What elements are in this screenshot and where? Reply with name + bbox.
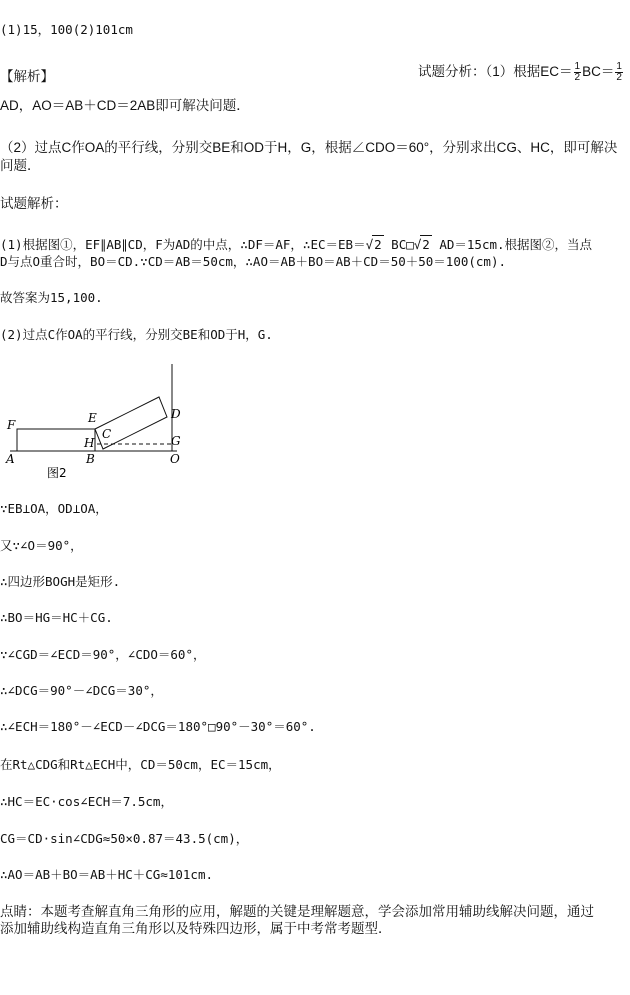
label-d: D (171, 407, 181, 421)
step-line: ∴∠ECH＝180°－∠ECD－∠DCG＝180°□90°－30°＝60°. (0, 719, 316, 734)
label-a: A (6, 452, 15, 466)
label-b: B (86, 452, 95, 466)
label-h: H (84, 436, 95, 450)
solution-header: 试题解析： (0, 196, 68, 211)
step-line: 在Rt△CDG和Rt△ECH中，CD＝50cm，EC＝15cm， (0, 757, 281, 772)
label-g: G (171, 434, 181, 448)
comment-line2: 添加辅助线构造直角三角形以及特殊四边形，属于中考常考题型． (0, 921, 392, 936)
step-line: ∴AO＝AB＋BO＝AB＋HC＋CG≈101cm. (0, 867, 214, 882)
label-o: O (170, 452, 180, 466)
fraction-denominator: 2 (616, 72, 622, 83)
step-line: 又∵∠O＝90°， (0, 538, 83, 553)
fraction-numerator: 1 (574, 61, 581, 72)
comment-line1: 点睛：本题考查解直角三角形的应用，解题的关键是理解题意，学会添加常用辅助线解决问题，通过 (0, 904, 594, 919)
solution-part2-intro: (2)过点C作OA的平行线，分别交BE和OD于H，G. (0, 327, 273, 342)
sqrt-2-second: 2 (422, 237, 430, 252)
solution-part1-text-a: (1)根据图①，EF∥AB∥CD，F为AD的中点，∴DF＝AF，∴EC＝EB＝ (0, 237, 366, 252)
fraction-denominator: 2 (574, 72, 581, 83)
analysis-part2-line1: （2）过点C作OA的平行线，分别交BE和OD于H，G，根据∠CDO＝60°，分别求出CG、HC，即可解决 (0, 140, 618, 155)
analysis-part2-line2: 问题． (0, 158, 41, 173)
step-line: ∴BO＝HG＝HC＋CG. (0, 610, 113, 625)
fraction-half-1 (574, 62, 582, 83)
answer-line: (1)15，100(2)101cm (0, 22, 133, 37)
step-line: ∵∠CGD＝∠ECD＝90°，∠CDO＝60°， (0, 647, 206, 662)
solution-part1-line1: (1)根据图①，EF∥AB∥CD，F为AD的中点，∴DF＝AF，∴EC＝EB＝√2 BC□√2 AD＝15cm.根据图②，当点 (0, 237, 593, 252)
analysis-summary-mid: BC＝ (582, 64, 615, 80)
step-line: ∵EB⊥OA，OD⊥OA， (0, 501, 108, 516)
solution-part1-text-b: AD＝15cm.根据图②，当点 (439, 237, 593, 252)
solution-part1-line2: D与点O重合时，BO＝CD.∵CD＝AB＝50cm，∴AO＝AB＋BO＝AB＋CD＝50＋50＝100(cm). (0, 254, 507, 269)
analysis-summary-prefix: 试题分析：（1）根据EC＝ (418, 64, 573, 80)
step-line: ∴四边形BOGH是矩形. (0, 574, 121, 589)
step-line: ∴HC＝EC·cos∠ECH＝7.5cm， (0, 794, 173, 809)
solution-part1-answer: 故答案为15,100. (0, 290, 103, 305)
figure-caption: 图2 (47, 466, 67, 480)
step-line: CG＝CD·sin∠CDG≈50×0.87＝43.5(cm)， (0, 831, 249, 846)
analysis-line2: AD，AO＝AB＋CD＝2AB即可解决问题． (0, 98, 250, 113)
label-f: F (7, 418, 16, 432)
step-line: ∴∠DCG＝90°－∠DCG＝30°， (0, 683, 163, 698)
rectangle-tilted (95, 397, 167, 449)
label-c: C (102, 427, 112, 441)
solution-part1-text-mid: BC□ (391, 237, 414, 252)
sqrt-2-first: 2 (374, 237, 382, 252)
geometry-figure-2 (0, 360, 200, 485)
fraction-numerator: 1 (616, 61, 622, 72)
fraction-half-2 (615, 62, 623, 83)
analysis-header: 【解析】 (0, 69, 54, 84)
analysis-summary (418, 62, 624, 83)
label-e: E (88, 411, 97, 425)
